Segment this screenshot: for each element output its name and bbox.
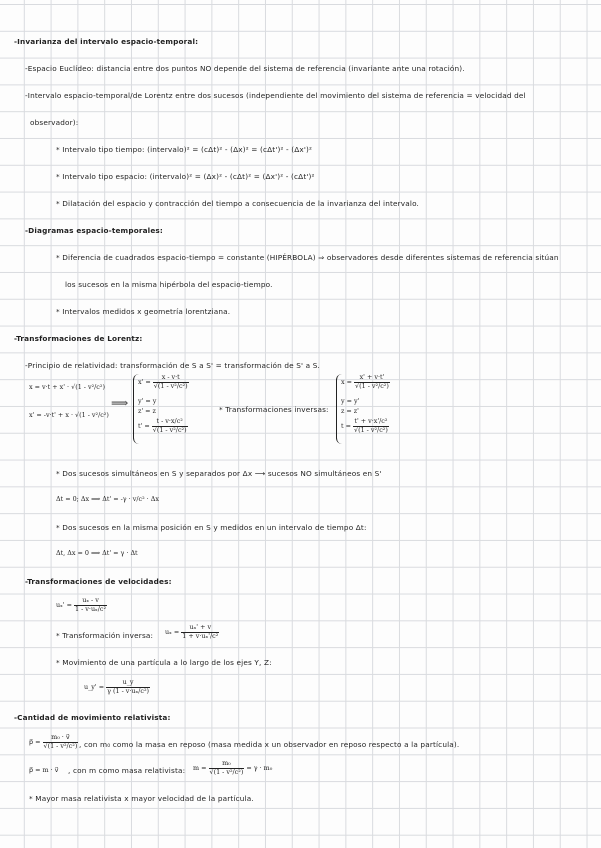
note-hyperbola: * Diferencia de cuadrados espacio-tiempo = constante (HIPÉRBOLA) ⇒ observadores desde diferentes sistemas de referencia sitúan bbox=[56, 253, 559, 262]
heading-velocities: -Transformaciones de velocidades: bbox=[25, 577, 172, 586]
note-axes-motion: * Movimiento de una partícula a lo largo de los ejes Y, Z: bbox=[56, 658, 272, 667]
eq-uy-prime: u_y' = $\frac{u\_y}{\text{γ (1 - v·uₓ/c²)}}$ bbox=[84, 678, 150, 695]
note-greater-mass: * Mayor masa relativista x mayor velocidad de la partícula. bbox=[29, 794, 254, 803]
note-dilation: * Dilatación del espacio y contracción del tiempo a consecuencia de la invarianza del intervalo. bbox=[56, 199, 420, 208]
eq-lorentz-yp: y' = y bbox=[138, 397, 157, 405]
eq-inverse-z: z = z' bbox=[341, 407, 359, 415]
eq-inverse-t: t = $\frac{\text{t' + v·x'/c²}}{\text{√(1 - v²/c²)}}$ bbox=[341, 417, 388, 434]
note-timelike: * Intervalo tipo tiempo: (intervalo)² = (cΔt)² - (Δx)² = (cΔt')² - (Δx')² bbox=[56, 145, 313, 154]
note-measured-intervals: * Intervalos medidos x geometría lorentziana. bbox=[56, 307, 231, 316]
eq-lorentz-tp: t' = $\frac{\text{t - v·x/c²}}{\text{√(1 - v²/c²)}}$ bbox=[138, 417, 187, 434]
eq-delta-t: Δt = 0; Δx ⟹ Δt' = -γ · v/c² · Δx bbox=[56, 495, 159, 503]
note-euclidean: -Espacio Euclídeo: distancia entre dos puntos NO depende del sistema de referencia (invariante ante una rotación). bbox=[25, 64, 465, 73]
heading-momentum: -Cantidad de movimiento relativista: bbox=[14, 713, 171, 722]
note-lorentz-interval: -Intervalo espacio-temporal/de Lorentz entre dos sucesos (independiente del movimiento del sistema de referencia = velocidad del bbox=[25, 91, 526, 100]
implies-arrow: ⟹ bbox=[111, 396, 129, 410]
eq-lorentz-zp: z' = z bbox=[138, 407, 156, 415]
eq-ux-inverse: uₓ = $\frac{\text{uₓ' + v}}{\text{1 + v·uₓ'/c²}}$ bbox=[165, 623, 219, 640]
heading-invariance: -Invarianza del intervalo espacio-temporal: bbox=[14, 37, 199, 46]
note-inverse-velocity: * Transformación inversa: bbox=[56, 631, 154, 640]
note-rest-mass: , con m₀ como la masa en reposo (masa medida x un observador en reposo respecto a la partícula). bbox=[79, 740, 460, 749]
eq-inverse-y: y = y' bbox=[341, 397, 360, 405]
note-relativistic-mass: , con m como masa relativista: bbox=[68, 766, 186, 775]
note-spacelike: * Intervalo tipo espacio: (intervalo)² = (Δx)² - (cΔt)² = (Δx')² - (cΔt')² bbox=[56, 172, 315, 181]
note-same-position: * Dos sucesos en la misma posición en S y medidos en un intervalo de tiempo Δt: bbox=[56, 523, 367, 532]
note-hyperbola-cont: los sucesos en la misma hipérbola del espacio-tiempo. bbox=[65, 280, 273, 289]
note-simultaneous: * Dos sucesos simultáneos en S y separados por Δx ⟶ sucesos NO simultáneos en S' bbox=[56, 469, 382, 478]
note-observer: observador): bbox=[30, 118, 79, 127]
heading-lorentz-transforms: -Transformaciones de Lorentz: bbox=[14, 334, 143, 343]
eq-x: x = v·t + x' · √(1 - v²/c²) bbox=[29, 383, 105, 391]
eq-momentum: p⃗ = $\frac{\text{m₀ · v⃗}}{\text{√(1 - v²/c²)}}$ bbox=[29, 733, 78, 750]
eq-x-prime: x' = -v·t' + x · √(1 - v²/c²) bbox=[29, 411, 109, 419]
eq-time-dilation: Δt, Δx = 0 ⟹ Δt' = γ · Δt bbox=[56, 549, 138, 557]
eq-momentum-rel: p⃗ = m · v⃗ bbox=[29, 766, 59, 774]
heading-diagrams: -Diagramas espacio-temporales: bbox=[25, 226, 163, 235]
note-relativity-principle: -Principio de relatividad: transformación de S a S' = transformación de S' a S. bbox=[25, 361, 320, 370]
eq-relativistic-mass: m = $\frac{\text{m₀}}{\text{√(1 - v²/c²)}}$ = γ · m₀ bbox=[193, 759, 273, 776]
eq-inverse-x: x = $\frac{x' + v\cdot t'}{\text{√(1 - v²/c²)}}$ bbox=[341, 373, 389, 390]
eq-ux-prime: uₓ' = $\frac{\text{uₓ - v}}{\text{1 - v·uₓ/c²}}$ bbox=[56, 596, 107, 613]
eq-lorentz-xp: x' = $\frac{x - v\cdot t}{\text{√(1 - v²/c²)}}$ bbox=[138, 373, 188, 390]
note-inverse-transforms: * Transformaciones inversas: bbox=[219, 405, 329, 414]
